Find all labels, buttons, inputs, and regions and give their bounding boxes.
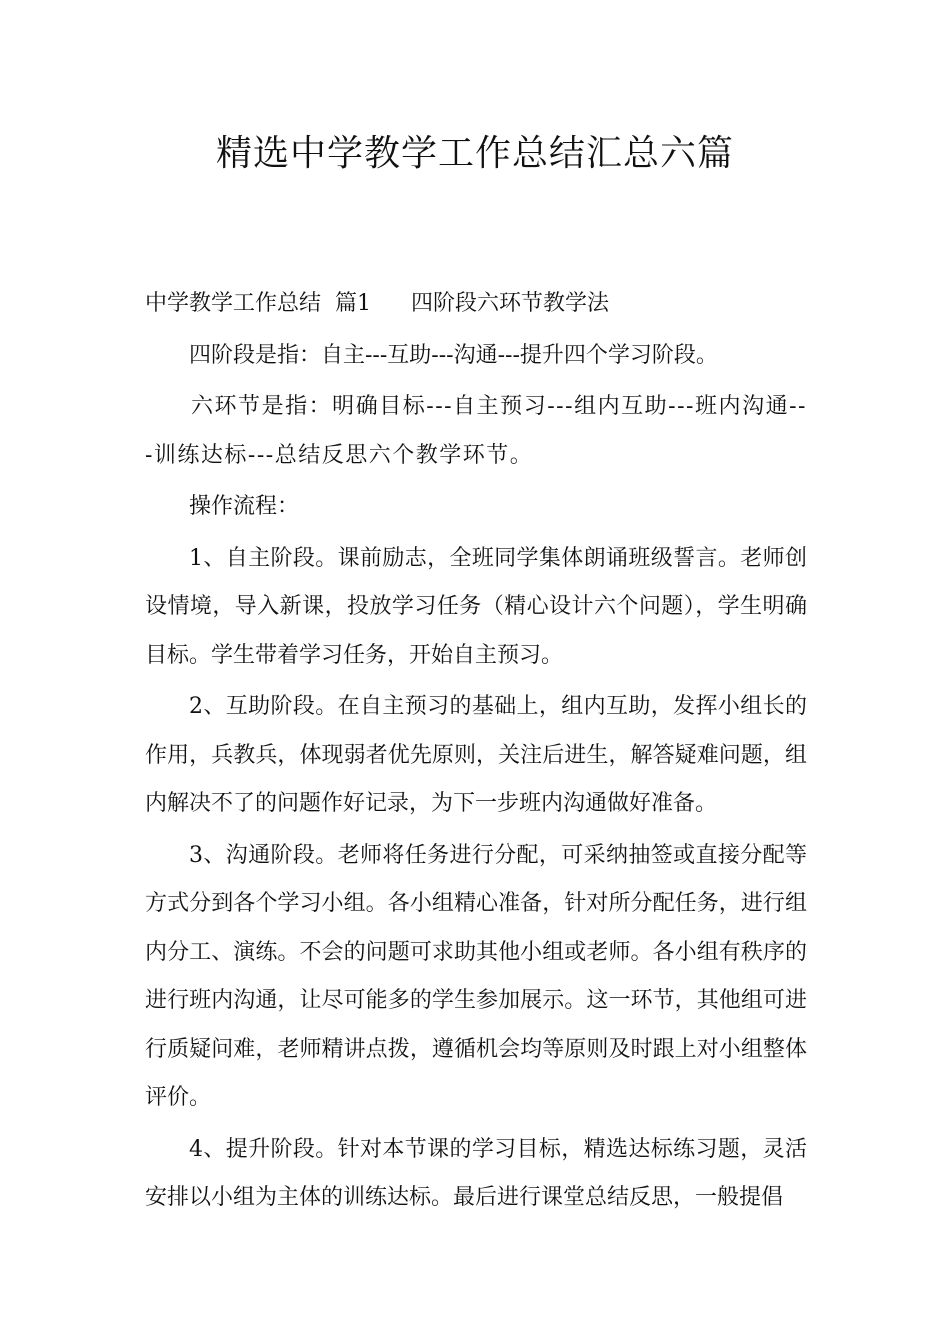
- method-title: 四阶段六环节教学法: [410, 291, 609, 316]
- article-label: 中学教学工作总结 篇1: [145, 291, 371, 316]
- paragraph-stage-1: 1、自主阶段。课前励志，全班同学集体朗诵班级誓言。老师创设情境，导入新课，投放学习任务（精心设计六个问题），学生明确目标。学生带着学习任务，开始自主预习。: [145, 545, 807, 668]
- document-title: 精选中学教学工作总结汇总六篇: [215, 133, 734, 174]
- document-body: [145, 280, 807, 1226]
- paragraph-stage-4: 4、提升阶段。针对本节课的学习目标，精选达标练习题，灵活安排以小组为主体的训练达标。最后进行课堂总结反思，一般提倡: [145, 1136, 807, 1210]
- paragraph-four-stages: 四阶段是指：自主---互助---沟通---提升四个学习阶段。: [189, 342, 718, 368]
- paragraph-six-steps: 六环节是指：明确目标---自主预习---组内互助---班内沟通---训练达标---总结反思六个教学环节。: [145, 394, 807, 468]
- paragraph-stage-2: 2、互助阶段。在自主预习的基础上，组内互助，发挥小组长的作用，兵教兵，体现弱者优先原则，关注后进生，解答疑难问题，组内解决不了的问题作好记录，为下一步班内沟通做好准备。: [145, 694, 807, 816]
- section-heading: [145, 280, 807, 329]
- paragraph-process-label: 操作流程：: [189, 494, 300, 519]
- paragraph-stage-3: 3、沟通阶段。老师将任务进行分配，可采纳抽签或直接分配等方式分到各个学习小组。各小组精心准备，针对所分配任务，进行组内分工、演练。不会的问题可求助其他小组或老师。各小组有秩序的进行班内沟通，让尽可能多的学生参加展示。这一环节，其他组可进行质疑问难，老师精讲点拨，遵循机会均等原则及时跟上对小组整体评价。: [145, 842, 807, 1110]
